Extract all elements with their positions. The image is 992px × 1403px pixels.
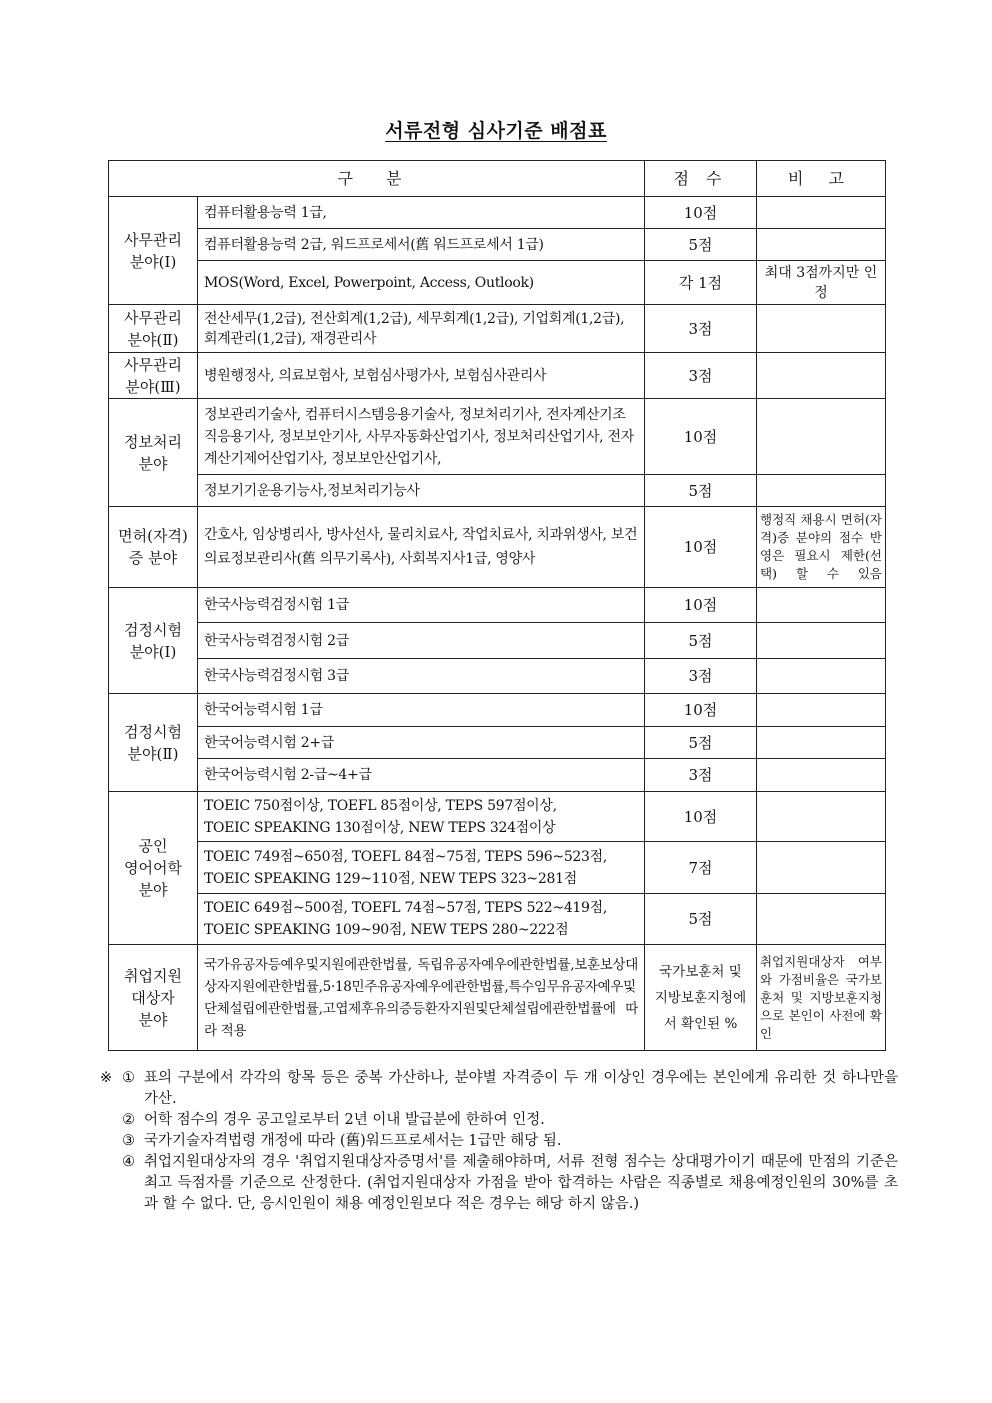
item-cell: 컴퓨터활용능력 1급, — [198, 197, 645, 229]
note-cell — [757, 399, 886, 475]
note-cell — [757, 727, 886, 759]
note-cell — [757, 842, 886, 894]
score-cell: 10점 — [645, 507, 757, 588]
item-cell: 컴퓨터활용능력 2급, 워드프로세서(舊 워드프로세서 1급) — [198, 229, 645, 261]
category-cell: 면허(자격) 증 분야 — [109, 507, 198, 588]
item-cell: 한국사능력검정시험 1급 — [198, 588, 645, 623]
category-cell: 취업지원 대상자 분야 — [109, 945, 198, 1051]
item-cell: 간호사, 임상병리사, 방사선사, 물리치료사, 작업치료사, 치과위생사, 보건의료정보관리사(舊 의무기록사), 사회복지사1급, 영양사 — [198, 507, 645, 588]
table-header-row — [109, 161, 886, 197]
note-cell: 행정직 채용시 면허(자격)증 분야의 점수 반영은 필요시 제한(선택) 할 수 있음 — [757, 507, 886, 588]
table-row — [109, 759, 886, 792]
header-score: 점 수 — [645, 161, 757, 197]
footnote-number: ① — [122, 1070, 135, 1086]
score-cell: 5점 — [645, 894, 757, 945]
footnote-text: 취업지원대상자의 경우 '취업지원대상자증명서'를 제출해야하며, 서류 전형 점수는 상대평가이기 때문에 만점의 기준은 최고 득점자를 기준으로 산정한다. (취업지원대상자 가점을 받아 합격하는 사람은 직종별로 채용예정인원의 30%를 초과 할 수 없다. 단, 응시인원이 채용 예정인원보다 적은 경우는 해당 하지 않음.) — [144, 1154, 898, 1212]
footnotes — [100, 1068, 898, 1215]
item-cell: 한국사능력검정시험 2급 — [198, 623, 645, 659]
item-cell: 국가유공자등예우및지원에관한법률, 독립유공자예우에관한법률,보훈보상대상자지원에관한법률,5·18민주유공자예우에관한법률,특수임무유공자예우및단체설립에관한법률,고엽제후유의증등환자지원및단체설립에관한법률에 따라 적용 — [198, 945, 645, 1051]
header-category: 구 분 — [109, 161, 645, 197]
score-cell: 5점 — [645, 475, 757, 507]
table-row — [109, 588, 886, 623]
note-cell — [757, 229, 886, 261]
note-cell — [757, 894, 886, 945]
score-cell: 10점 — [645, 588, 757, 623]
note-cell — [757, 475, 886, 507]
table-row — [109, 261, 886, 305]
note-cell — [757, 588, 886, 623]
footnote-text: 어학 점수의 경우 공고일로부터 2년 이내 발급분에 한하여 인정. — [144, 1112, 545, 1128]
item-cell: 한국사능력검정시험 3급 — [198, 659, 645, 694]
footnote-number: ② — [122, 1112, 135, 1128]
footnote-item — [100, 1068, 898, 1110]
item-cell: 한국어능력시험 1급 — [198, 694, 645, 727]
footnote-number: ④ — [122, 1154, 135, 1170]
note-cell — [757, 759, 886, 792]
table-row — [109, 945, 886, 1051]
table-row — [109, 197, 886, 229]
item-cell: 전산세무(1,2급), 전산회계(1,2급), 세무회계(1,2급), 기업회계(1,2급), 회계관리(1,2급), 재경관리사 — [198, 305, 645, 353]
item-cell: MOS(Word, Excel, Powerpoint, Access, Outlook) — [198, 261, 645, 305]
note-cell — [757, 792, 886, 842]
score-cell: 5점 — [645, 727, 757, 759]
category-cell: 정보처리 분야 — [109, 399, 198, 507]
table-row — [109, 792, 886, 842]
table-row — [109, 694, 886, 727]
score-cell: 3점 — [645, 759, 757, 792]
note-cell — [757, 197, 886, 229]
item-cell: 병원행정사, 의료보험사, 보험심사평가사, 보험심사관리사 — [198, 353, 645, 399]
note-cell — [757, 623, 886, 659]
category-cell: 사무관리 분야(Ⅱ) — [109, 305, 198, 353]
score-cell: 각 1점 — [645, 261, 757, 305]
table-row — [109, 659, 886, 694]
score-cell: 10점 — [645, 694, 757, 727]
note-cell: 취업지원대상자 여부와 가점비율은 국가보훈처 및 지방보훈지청으로 본인이 사전에 확인 — [757, 945, 886, 1051]
table-row — [109, 399, 886, 475]
reference-mark: ※ — [100, 1070, 113, 1086]
table-row — [109, 623, 886, 659]
footnote-item — [100, 1152, 898, 1215]
category-cell: 검정시험 분야(Ⅰ) — [109, 588, 198, 694]
score-cell: 10점 — [645, 399, 757, 475]
item-cell: TOEIC 749점~650점, TOEFL 84점~75점, TEPS 596~523점, TOEIC SPEAKING 129~110점, NEW TEPS 323~281점 — [198, 842, 645, 894]
item-cell: 한국어능력시험 2-급~4+급 — [198, 759, 645, 792]
page-title: 서류전형 심사기준 배점표 — [385, 120, 607, 142]
score-cell: 3점 — [645, 353, 757, 399]
table-row — [109, 894, 886, 945]
category-cell: 검정시험 분야(Ⅱ) — [109, 694, 198, 792]
category-cell: 사무관리 분야(Ⅰ) — [109, 197, 198, 305]
footnote-item — [100, 1110, 898, 1131]
item-cell: 정보관리기술사, 컴퓨터시스템응용기술사, 정보처리기사, 전자계산기조직응용기사, 정보보안기사, 사무자동화산업기사, 정보처리산업기사, 전자계산기제어산업기사, 정보보안산업기사, — [198, 399, 645, 475]
note-cell — [757, 694, 886, 727]
table-row — [109, 507, 886, 588]
table-row — [109, 305, 886, 353]
note-cell: 최대 3점까지만 인정 — [757, 261, 886, 305]
footnote-text: 표의 구분에서 각각의 항목 등은 중복 가산하나, 분야별 자격증이 두 개 이상인 경우에는 본인에게 유리한 것 하나만을 가산. — [144, 1070, 898, 1107]
score-cell: 5점 — [645, 623, 757, 659]
category-cell: 사무관리 분야(Ⅲ) — [109, 353, 198, 399]
item-cell: 한국어능력시험 2+급 — [198, 727, 645, 759]
header-note: 비 고 — [757, 161, 886, 197]
score-cell: 10점 — [645, 792, 757, 842]
score-cell: 국가보훈처 및 지방보훈지청에서 확인된 % — [645, 945, 757, 1051]
table-row — [109, 229, 886, 261]
score-cell: 3점 — [645, 659, 757, 694]
item-cell: TOEIC 750점이상, TOEFL 85점이상, TEPS 597점이상, TOEIC SPEAKING 130점이상, NEW TEPS 324점이상 — [198, 792, 645, 842]
footnote-text: 국가기술자격법령 개정에 따라 (舊)워드프로세서는 1급만 해당 됨. — [144, 1133, 562, 1149]
scoring-table — [108, 160, 886, 1051]
footnote-number: ③ — [122, 1133, 135, 1149]
table-row — [109, 842, 886, 894]
footnote-item — [100, 1131, 898, 1152]
item-cell: TOEIC 649점~500점, TOEFL 74점~57점, TEPS 522~419점, TOEIC SPEAKING 109~90점, NEW TEPS 280~222점 — [198, 894, 645, 945]
table-row — [109, 727, 886, 759]
table-row — [109, 475, 886, 507]
score-cell: 5점 — [645, 229, 757, 261]
note-cell — [757, 353, 886, 399]
score-cell: 10점 — [645, 197, 757, 229]
score-cell: 7점 — [645, 842, 757, 894]
table-row — [109, 353, 886, 399]
note-cell — [757, 305, 886, 353]
category-cell: 공인 영어어학 분야 — [109, 792, 198, 945]
item-cell: 정보기기운용기능사,정보처리기능사 — [198, 475, 645, 507]
note-cell — [757, 659, 886, 694]
score-cell: 3점 — [645, 305, 757, 353]
